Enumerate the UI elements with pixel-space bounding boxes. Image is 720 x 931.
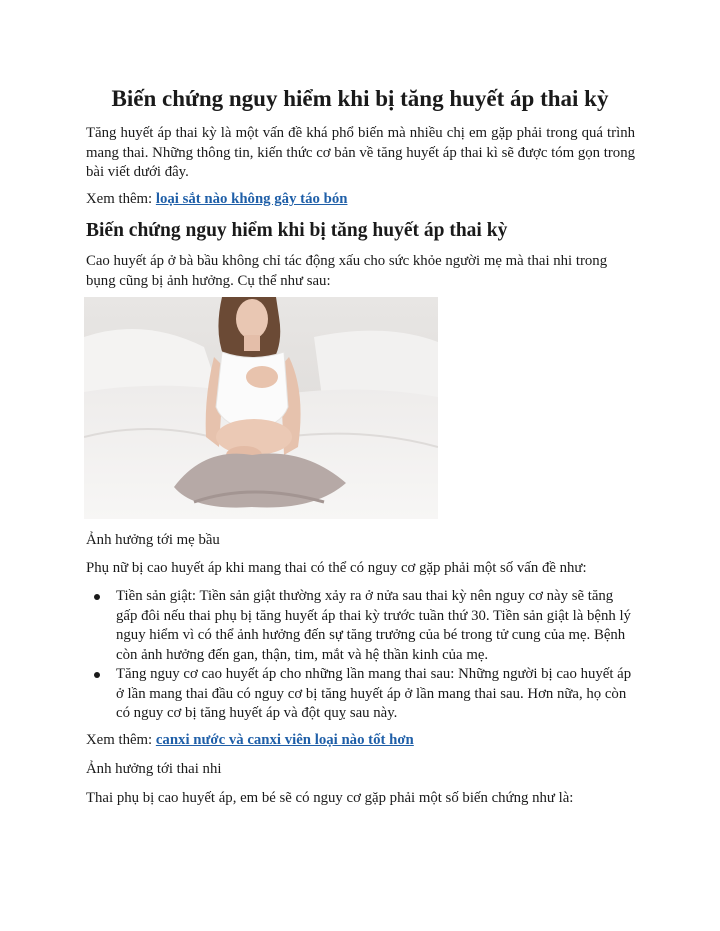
article-title: Biến chứng nguy hiểm khi bị tăng huyết áp thai kỳ — [111, 86, 609, 111]
fetus-heading: Ảnh hưởng tới thai nhi — [86, 761, 222, 777]
bullet-icon — [94, 672, 100, 678]
intro-paragraph: Tăng huyết áp thai kỳ là một vấn đề khá phổ biến mà nhiều chị em gặp phải trong quá trình mang thai. Những thông tin, kiến thức cơ bản về tăng huyết áp thai kì sẽ được tóm gọn trong bài viết dưới đây. — [86, 125, 635, 180]
list-item-text: Tiền sản giật: Tiền sản giật thường xảy ra ở nửa sau thai kỳ nên nguy cơ này sẽ tăng gấp đôi nếu thai phụ bị tăng huyết áp thai kỳ trước tuần thứ 30. Tiền sản giật là bệnh lý nguy hiểm vì có thể ảnh hưởng đến sự tăng trưởng của bé trong tử cung của mẹ. Bệnh còn ảnh hưởng đến gan, thận, tim, mắt và hệ thần kinh của mẹ. — [116, 588, 631, 663]
section-heading: Biến chứng nguy hiểm khi bị tăng huyết áp thai kỳ — [86, 220, 508, 241]
complications-list — [86, 587, 635, 724]
see-also-1-prefix: Xem thêm: — [86, 191, 156, 207]
pregnant-woman-photo — [84, 297, 438, 519]
mother-intro: Phụ nữ bị cao huyết áp khi mang thai có thể có nguy cơ gặp phải một số vấn đề như: — [86, 560, 587, 576]
see-also-2-link[interactable]: canxi nước và canxi viên loại nào tốt hơn — [155, 732, 414, 748]
section-intro: Cao huyết áp ở bà bầu không chỉ tác động xấu cho sức khỏe người mẹ mà thai nhi trong bụng cũng bị ảnh hưởng. Cụ thể như sau: — [86, 253, 608, 289]
list-item-text: Tăng nguy cơ cao huyết áp cho những lần mang thai sau: Những người bị cao huyết áp ở lần mang thai đầu có nguy cơ bị tăng huyết áp ở lần mang thai sau. Hơn nữa, họ còn có nguy cơ bị tăng huyết áp và đột quỵ sau này. — [116, 666, 632, 721]
see-also-1 — [86, 190, 635, 210]
list-item — [86, 665, 635, 724]
see-also-1-link[interactable]: loại sắt nào không gây táo bón — [155, 191, 348, 207]
image-caption: Ảnh hưởng tới mẹ bầu — [86, 532, 220, 548]
see-also-2-prefix: Xem thêm: — [86, 732, 156, 748]
photo-illustration — [84, 297, 438, 519]
fetus-intro: Thai phụ bị cao huyết áp, em bé sẽ có nguy cơ gặp phải một số biến chứng như là: — [86, 790, 574, 806]
list-item — [86, 587, 635, 665]
see-also-2 — [86, 731, 635, 751]
bullet-icon — [94, 594, 100, 600]
